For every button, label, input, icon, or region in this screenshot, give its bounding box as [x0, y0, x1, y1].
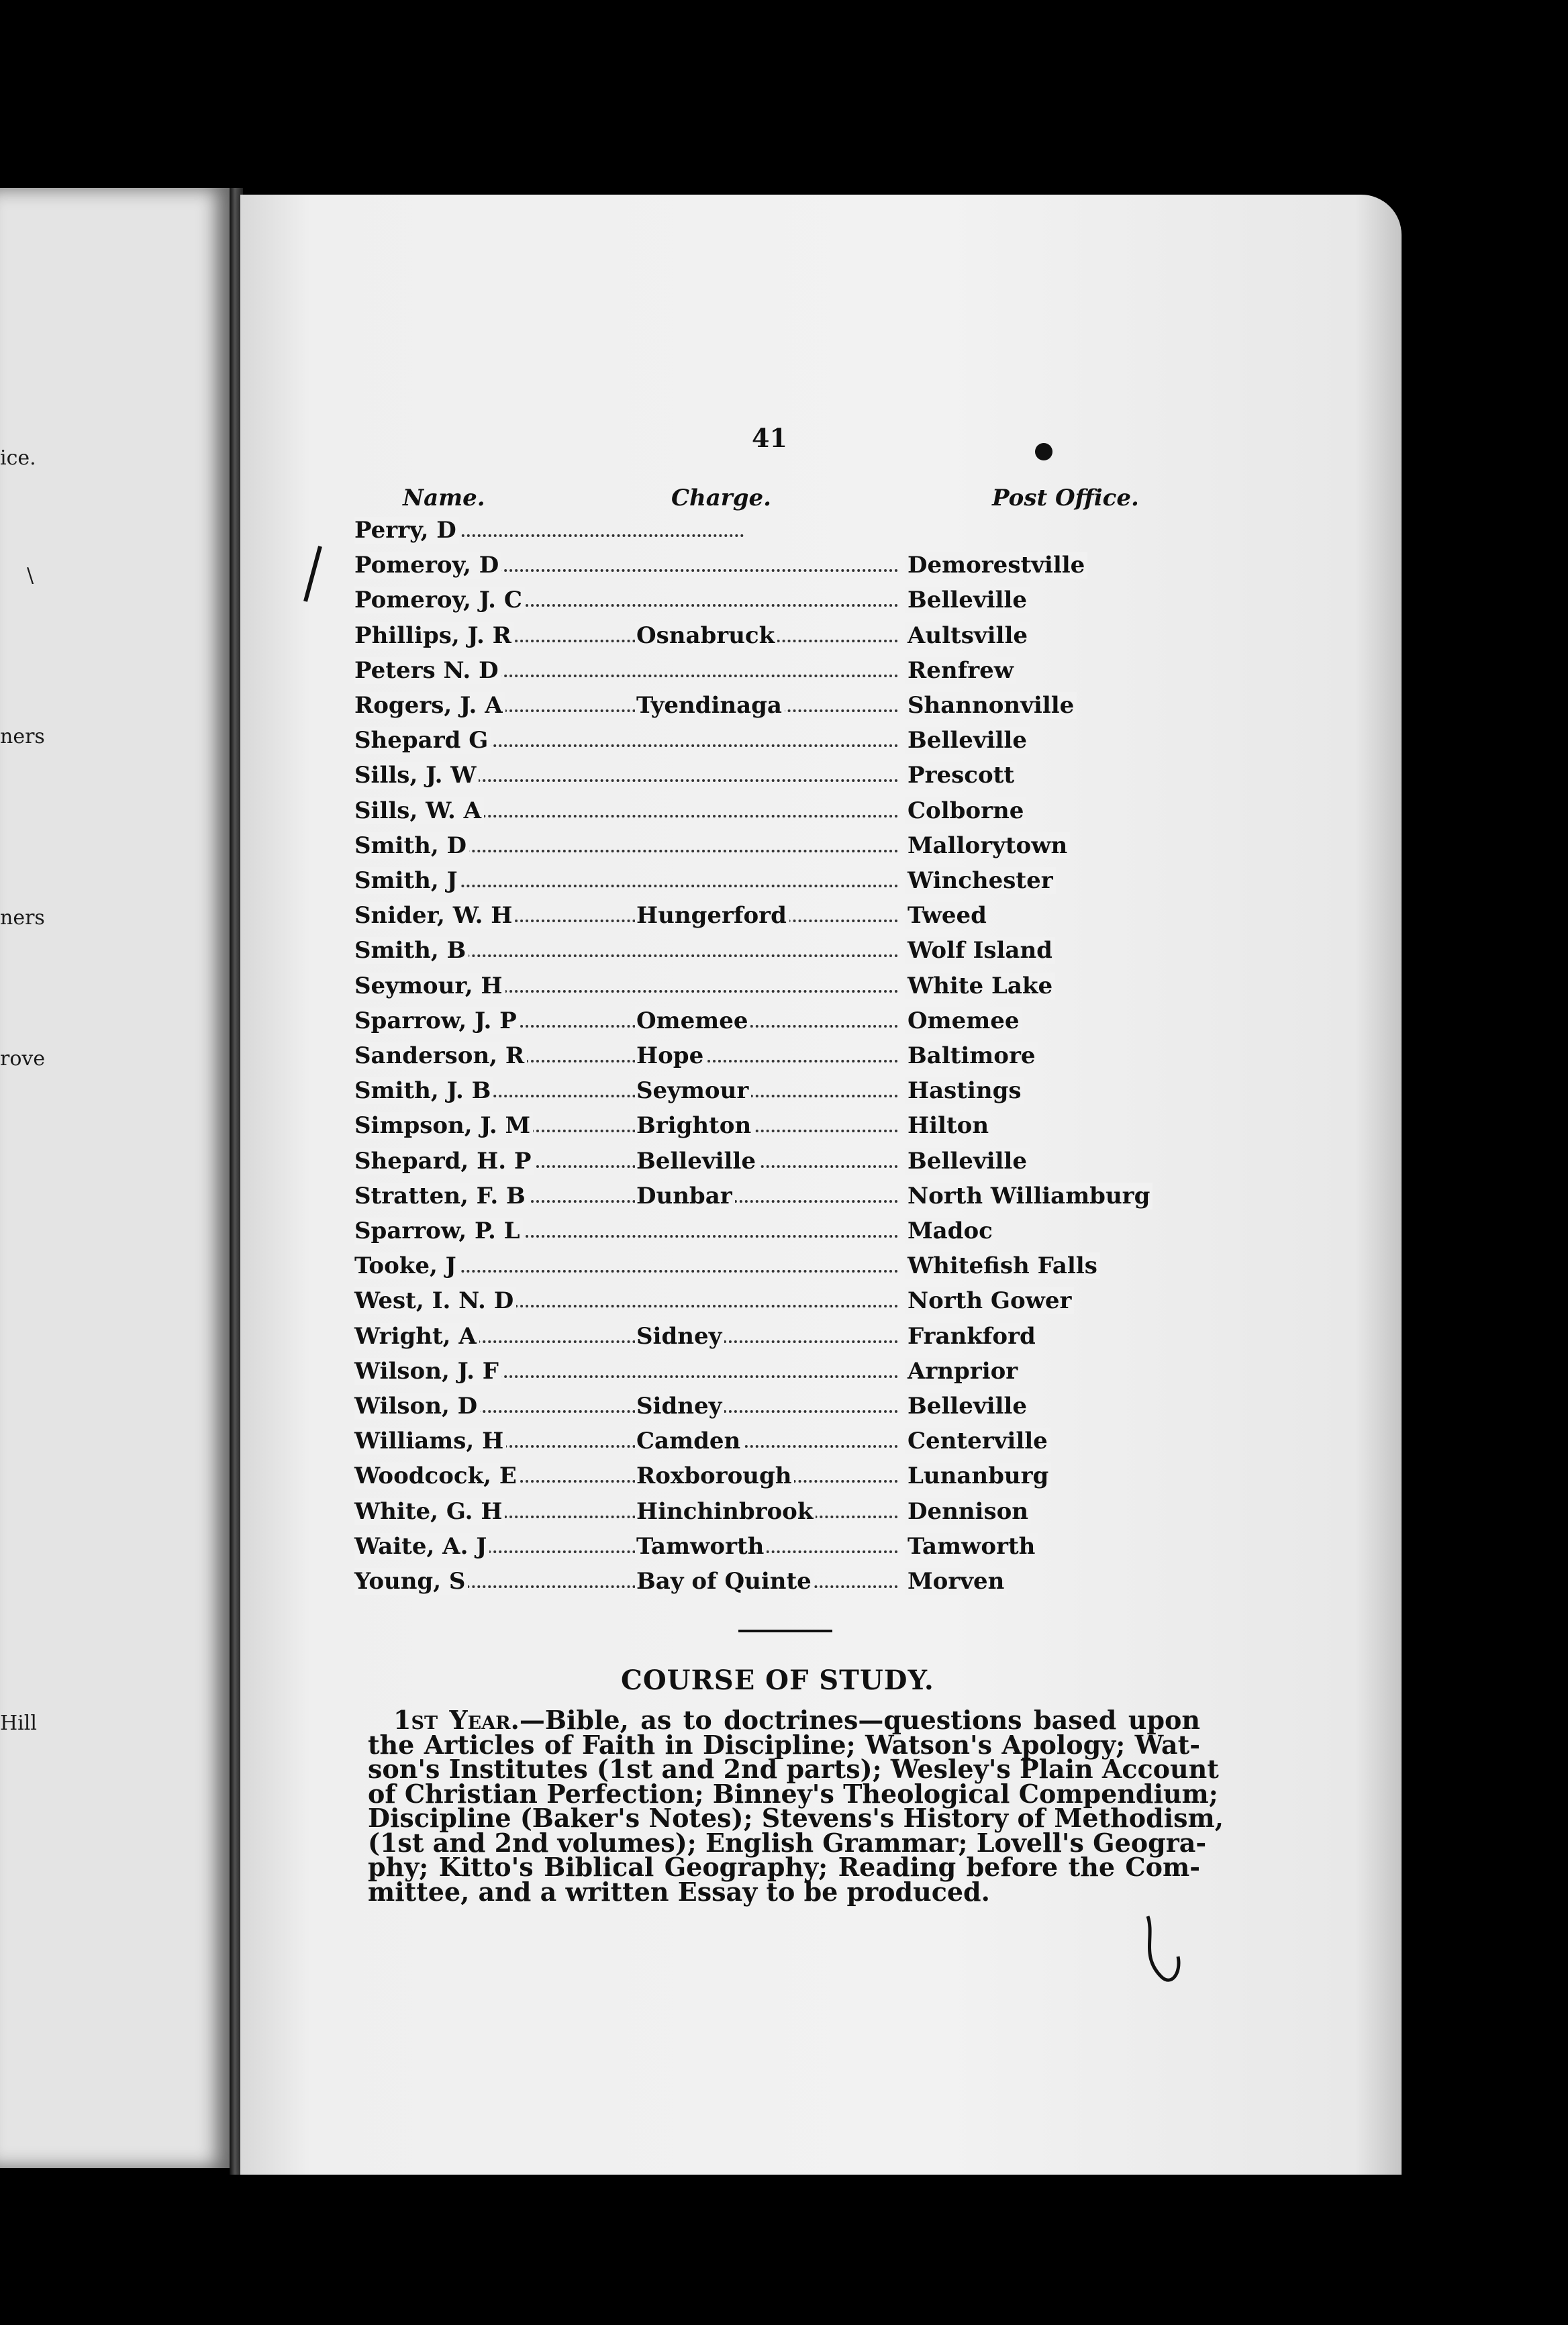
- directory-row: [354, 587, 1160, 622]
- directory-row: [354, 1077, 1160, 1112]
- row-post-office: Tamworth: [905, 1533, 1038, 1560]
- row-post-office: Frankford: [905, 1323, 1038, 1350]
- row-charge: Hungerford: [635, 902, 789, 929]
- row-name: Smith, D: [354, 832, 469, 859]
- row-name: Snider, W. H: [354, 902, 515, 929]
- directory-row: [354, 867, 1160, 902]
- row-post-office: Belleville: [905, 1148, 1030, 1175]
- row-post-office: Colborne: [905, 797, 1026, 824]
- row-charge: Omemee: [635, 1007, 750, 1034]
- directory-row: [354, 727, 1160, 762]
- row-post-office: Wolf Island: [905, 937, 1055, 964]
- directory-row: [354, 657, 1160, 692]
- row-name: Phillips, J. R: [354, 622, 514, 649]
- paragraph-line: Discipline (Baker's Notes); Stevens's History of Methodism,: [368, 1803, 1224, 1833]
- directory-row: [354, 1358, 1160, 1393]
- row-post-office: Mallorytown: [905, 832, 1070, 859]
- row-name: Young, S: [354, 1568, 468, 1595]
- row-charge: Seymour: [635, 1077, 751, 1104]
- row-post-office: Prescott: [905, 762, 1017, 789]
- directory-row: [354, 1323, 1160, 1358]
- row-post-office: Whitefish Falls: [905, 1252, 1100, 1279]
- directory-row: [354, 517, 1160, 552]
- section-title: COURSE OF STUDY.: [621, 1665, 934, 1696]
- row-charge: Sidney: [635, 1323, 724, 1350]
- directory-row: [354, 797, 1160, 832]
- row-post-office: Demorestville: [905, 552, 1087, 579]
- row-post-office: Tweed: [905, 902, 989, 929]
- left-page: [0, 188, 232, 2168]
- pencil-curl-mark: [1141, 1910, 1188, 1990]
- directory-row: [354, 1568, 1160, 1603]
- row-post-office: Renfrew: [905, 657, 1016, 684]
- directory-row: [354, 1148, 1160, 1183]
- row-name: Sparrow, J. P: [354, 1007, 520, 1034]
- directory-row: [354, 552, 1160, 587]
- paragraph-text: —Bible, as to doctrines—questions based upon: [519, 1705, 1200, 1735]
- row-name: Wilson, J. F: [354, 1358, 501, 1385]
- row-name: Smith, B: [354, 937, 469, 964]
- row-name: Stratten, F. B: [354, 1183, 528, 1209]
- row-post-office: Belleville: [905, 587, 1030, 613]
- left-fragment: ners: [0, 725, 45, 748]
- row-name: Woodcock, E: [354, 1463, 520, 1489]
- row-charge: Hinchinbrook: [635, 1498, 816, 1525]
- row-name: Rogers, J. A: [354, 692, 505, 719]
- row-name: Wilson, D: [354, 1393, 480, 1420]
- row-charge: Tamworth: [635, 1533, 767, 1560]
- row-name: Peters N. D: [354, 657, 501, 684]
- row-post-office: Centerville: [905, 1428, 1050, 1454]
- page-number: 41: [752, 423, 787, 453]
- row-charge: Osnabruck: [635, 622, 777, 649]
- header-name: Name.: [403, 485, 485, 511]
- row-post-office: Hastings: [905, 1077, 1024, 1104]
- row-name: Perry, D: [354, 517, 459, 544]
- year-label: 1st Year.: [393, 1705, 520, 1735]
- directory-row: [354, 832, 1160, 867]
- row-post-office: Madoc: [905, 1218, 995, 1244]
- row-post-office: Aultsville: [905, 622, 1030, 649]
- row-name: Smith, J: [354, 867, 460, 894]
- row-charge: Dunbar: [635, 1183, 735, 1209]
- row-post-office: Morven: [905, 1568, 1007, 1595]
- course-paragraph: [368, 1705, 1224, 1907]
- directory-row: [354, 1463, 1160, 1497]
- row-name: Sparrow, P. L: [354, 1218, 523, 1244]
- paragraph-line: (1st and 2nd volumes); English Grammar; Lovell's Geogra-: [368, 1827, 1207, 1858]
- header-post-office: Post Office.: [992, 485, 1139, 511]
- directory-row: [354, 973, 1160, 1007]
- header-charge: Charge.: [671, 485, 771, 511]
- directory-row: [354, 1042, 1160, 1077]
- directory-row: [354, 1393, 1160, 1428]
- row-post-office: Omemee: [905, 1007, 1022, 1034]
- directory-row: [354, 1112, 1160, 1147]
- directory-row: [354, 937, 1160, 972]
- row-name: Pomeroy, J. C: [354, 587, 525, 613]
- row-name: Seymour, H: [354, 973, 505, 999]
- paragraph-line: of Christian Perfection; Binney's Theological Compendium;: [368, 1778, 1218, 1809]
- directory-row: [354, 1007, 1160, 1042]
- row-name: Simpson, J. M: [354, 1112, 533, 1139]
- left-fragment: ice.: [0, 446, 36, 470]
- row-charge: Hope: [635, 1042, 706, 1069]
- directory-row: [354, 622, 1160, 657]
- paragraph-line: mittee, and a written Essay to be produced.: [368, 1876, 990, 1907]
- directory-row: [354, 1498, 1160, 1533]
- row-name: White, G. H: [354, 1498, 505, 1525]
- row-name: Pomeroy, D: [354, 552, 501, 579]
- row-name: Tooke, J: [354, 1252, 459, 1279]
- left-fragment: \: [27, 564, 34, 587]
- paragraph-line: son's Institutes (1st and 2nd parts); Wesley's Plain Account: [368, 1754, 1219, 1784]
- row-post-office: Arnprior: [905, 1358, 1020, 1385]
- row-post-office: Lunanburg: [905, 1463, 1051, 1489]
- section-rule: [738, 1630, 832, 1632]
- row-charge: Tyendinaga: [635, 692, 785, 719]
- row-charge: Brighton: [635, 1112, 754, 1139]
- row-post-office: North Gower: [905, 1287, 1074, 1314]
- directory-row: [354, 1252, 1160, 1287]
- left-fragment: ners: [0, 906, 45, 930]
- row-post-office: Belleville: [905, 1393, 1030, 1420]
- row-name: Smith, J. B: [354, 1077, 493, 1104]
- paragraph-line: phy; Kitto's Biblical Geography; Reading before the Com-: [368, 1852, 1200, 1882]
- row-name: Shepard, H. P: [354, 1148, 534, 1175]
- row-name: Sills, J. W: [354, 762, 479, 789]
- row-post-office: White Lake: [905, 973, 1055, 999]
- pencil-tick-mark: [299, 544, 326, 604]
- row-name: Sills, W. A: [354, 797, 484, 824]
- row-charge: Belleville: [635, 1148, 758, 1175]
- row-post-office: Dennison: [905, 1498, 1031, 1525]
- left-fragment: Hill: [0, 1712, 37, 1735]
- left-fragment: rove: [0, 1047, 46, 1071]
- row-post-office: North Williamburg: [905, 1183, 1153, 1209]
- row-post-office: Shannonville: [905, 692, 1077, 719]
- paragraph-line: the Articles of Faith in Discipline; Watson's Apology; Wat-: [368, 1729, 1200, 1760]
- row-charge: Bay of Quinte: [635, 1568, 814, 1595]
- row-charge: Sidney: [635, 1393, 724, 1420]
- row-post-office: Belleville: [905, 727, 1030, 754]
- row-name: Wright, A: [354, 1323, 479, 1350]
- directory-row: [354, 1183, 1160, 1218]
- directory-row: [354, 1287, 1160, 1322]
- row-charge: Roxborough: [635, 1463, 794, 1489]
- row-name: West, I. N. D: [354, 1287, 516, 1314]
- row-name: Williams, H: [354, 1428, 506, 1454]
- row-charge: Camden: [635, 1428, 743, 1454]
- directory-row: [354, 762, 1160, 797]
- directory-row: [354, 1428, 1160, 1463]
- row-post-office: Winchester: [905, 867, 1056, 894]
- directory-row: [354, 1533, 1160, 1568]
- directory-row: [354, 692, 1160, 727]
- directory-row: [354, 902, 1160, 937]
- row-post-office: Hilton: [905, 1112, 991, 1139]
- row-name: Waite, A. J: [354, 1533, 489, 1560]
- row-name: Sanderson, R: [354, 1042, 527, 1069]
- ink-blot: [1030, 440, 1057, 466]
- directory-row: [354, 1218, 1160, 1252]
- row-name: Shepard G: [354, 727, 491, 754]
- row-post-office: Baltimore: [905, 1042, 1038, 1069]
